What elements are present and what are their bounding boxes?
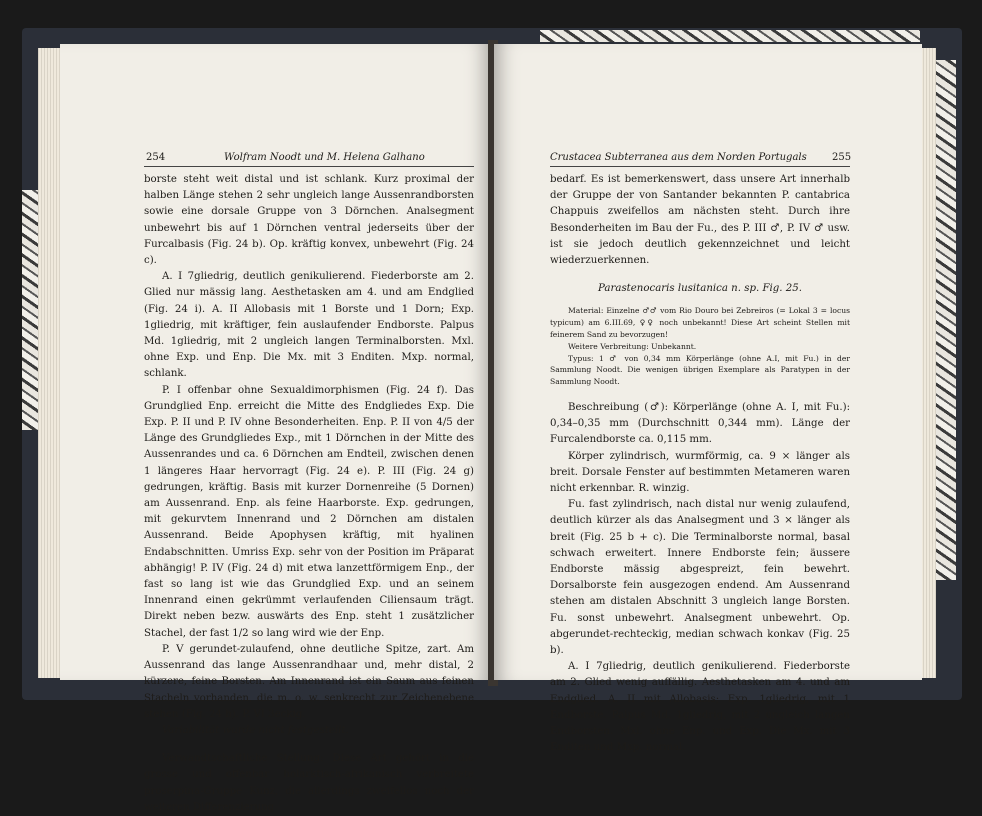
right-running-head: Crustacea Subterranea aus dem Norden Portugals [550, 152, 807, 163]
marbled-endpaper-left [22, 190, 38, 430]
paragraph: P. I offenbar ohne Sexualdimorphismen (Fig. 24 f). Das Grundglied Enp. erreicht die Mitte des Endgliedes Exp. Die Exp. P. II und P. IV ohne Besonderheiten. Enp. P. II von 4/5 der Länge des Grundgliedes Exp., mit 1 Dörnchen in der Mitte des Aussenrandes und ca. 6 Dörnchen am Endteil, zwischen denen 1 längeres Haar hervorragt (Fig. 24 e). P. III (Fig. 24 g) gedrungen, kräftig. Basis mit kurzer Dornenreihe (5 Dornen) am Aussenrand. Enp. als feine Haarborste. Exp. gedrungen, mit gekurvtem Innenrand und 2 Dörnchen am distalen Aussenrand. Beide Apophysen kräftig, mit hyalinen Endabschnitten. Umriss Exp. sehr von der Position im Präparat abhängig! P. IV (Fig. 24 d) mit etwa lanzettförmigem Enp., der fast so lang ist wie das Grundglied Exp. und an seinem Innenrand einen gekrümmt verlaufenden Ciliensaum trägt. Direkt neben bezw. auswärts des Enp. steht 1 zusätzlicher Stachel, der fast 1/2 so lang wird wie der Enp. [144, 384, 474, 639]
material-note: Material: Einzelne ♂♂ vom Rio Douro bei Zebreiros (= Lokal 3 = locus typicum) am 6.III.69, ♀♀ noch unbekannt! Diese Art scheint Stellen mit feinerem Sand zu bevorzugen! [550, 306, 850, 340]
left-page-number: 254 [146, 152, 166, 163]
typus-note: Typus: 1 ♂ von 0,34 mm Körperlänge (ohne A.I, mit Fu.) in der Sammlung Noodt. Die wenigen übrigen Exemplare als Paratypen in der Sammlung Noodt. [550, 353, 850, 387]
paragraph: P. V gerundet-zulaufend, ohne deutliche Spitze, zart. Am Aussenrand das lange Aussenrandhaar und, mehr distal, 2 kürzere, feine Borsten. Am Innenrand ist ein Saum aus feinen Stacheln vorhanden, die m. o. w. senkrecht zur Zeichenebene stehen (Fig. 24 h). P. VI 3eckig. [144, 643, 474, 720]
paragraph: Körper zylindrisch, wurmförmig, ca. 9 × länger als breit. Dorsale Fenster auf bestimmten Metameren waren nicht erkennbar. R. winzig. [550, 450, 850, 495]
left-header-rule [144, 166, 474, 167]
paragraph: borste steht weit distal und ist schlank. Kurz proximal der halben Länge stehen 2 sehr ungleich lange Aussenrandborsten sowie eine dorsale Gruppe von 3 Dörnchen. Analsegment unbewehrt bis auf 1 Dörnchen ventral jederseits über der Furcalbasis (Fig. 24 b). Op. kräftig konvex, unbewehrt (Fig. 24 c). [144, 174, 474, 267]
left-page [60, 44, 490, 813]
left-body-text [144, 172, 474, 816]
right-page-number: 255 [832, 152, 852, 163]
paragraph: Verwandtschaftliche Stellung: Diese Art gehört in die grosse und offenbar holarktisch-afrikanisch verbreitete proserpina-Gruppe Kunz, die allerdings zweifellos noch der weiteren Differenzierung [144, 753, 474, 813]
paragraph: Variabilität wurde nicht festgestellt. [162, 724, 349, 736]
distribution-note: Weitere Verbreitung: Unbekannt. [568, 341, 697, 351]
page-stack-left [38, 48, 62, 678]
right-header-rule [550, 166, 850, 167]
paragraph: A. I 7gliedrig, deutlich genikulierend. Fiederborste am 2. Glied nur mässig lang. Aesthetasken am 4. und am Endglied (Fig. 24 i). A. II Allobasis mit 1 Borste und 1 Dorn; Exp. 1gliedrig, mit kräftiger, fein auslaufender Endborste. Palpus Md. 1gliedrig, mit 2 ungleich langen Terminalborsten. Mxl. ohne Exp. und Enp. Die Mx. mit 3 Enditen. Mxp. normal, schlank. [144, 271, 474, 380]
paragraph: A. I 7gliedrig, deutlich genikulierend. Fiederborste am 2. Glied wenig auffällig. Aesthetasken am 4. und am Endglied. A. II mit Allobasis; Exp. 1gliedrig, mit 1 Endborste. Palpus Md. 1gliedrig, mit 2 ungleich langen Endborsten. Mxl. ohne Enp. und Exp. Die Mx. mit 3 Enditen und Mxp. normal. [550, 661, 850, 754]
right-page [494, 44, 922, 754]
paragraph: bedarf. Es ist bemerkenswert, dass unsere Art innerhalb der Gruppe der von Santander bekannten P. cantabrica Chappuis zweifellos am nächsten steht. Durch ihre Besonderheiten im Bau der Fu., des P. III ♂, P. IV ♂ usw. ist sie jedoch deutlich gekennzeichnet und leicht wiederzuerkennen. [550, 174, 850, 267]
paragraph: Beschreibung (♂): Körperlänge (ohne A. I, mit Fu.): 0,34–0,35 mm (Durchschnitt 0,344 mm). Länge der Furcalendborste ca. 0,115 mm. [550, 402, 850, 446]
page-stack-right [920, 48, 936, 678]
species-heading: Parastenocaris lusitanica n. sp. Fig. 25. [598, 283, 802, 295]
right-body-text [550, 172, 850, 756]
left-running-head: Wolfram Noodt und M. Helena Galhano [224, 152, 425, 163]
paragraph: Fu. fast zylindrisch, nach distal nur wenig zulaufend, deutlich kürzer als das Analsegment und 3 × länger als breit (Fig. 25 b + c). Die Terminalborste normal, basal schwach erweitert. Innere Endborste fein; äussere Endborste mässig abgespreizt, fein bewehrt. Dorsalborste fein ausgezogen endend. Am Aussenrand stehen am distalen Abschnitt 3 ungleich lange Borsten. Fu. sonst unbewehrt. Analsegment unbewehrt. Op. abgerundet-rechteckig, median schwach konkav (Fig. 25 b). [550, 499, 850, 657]
marbled-endpaper-top [540, 30, 920, 42]
marbled-endpaper-right [936, 60, 956, 580]
